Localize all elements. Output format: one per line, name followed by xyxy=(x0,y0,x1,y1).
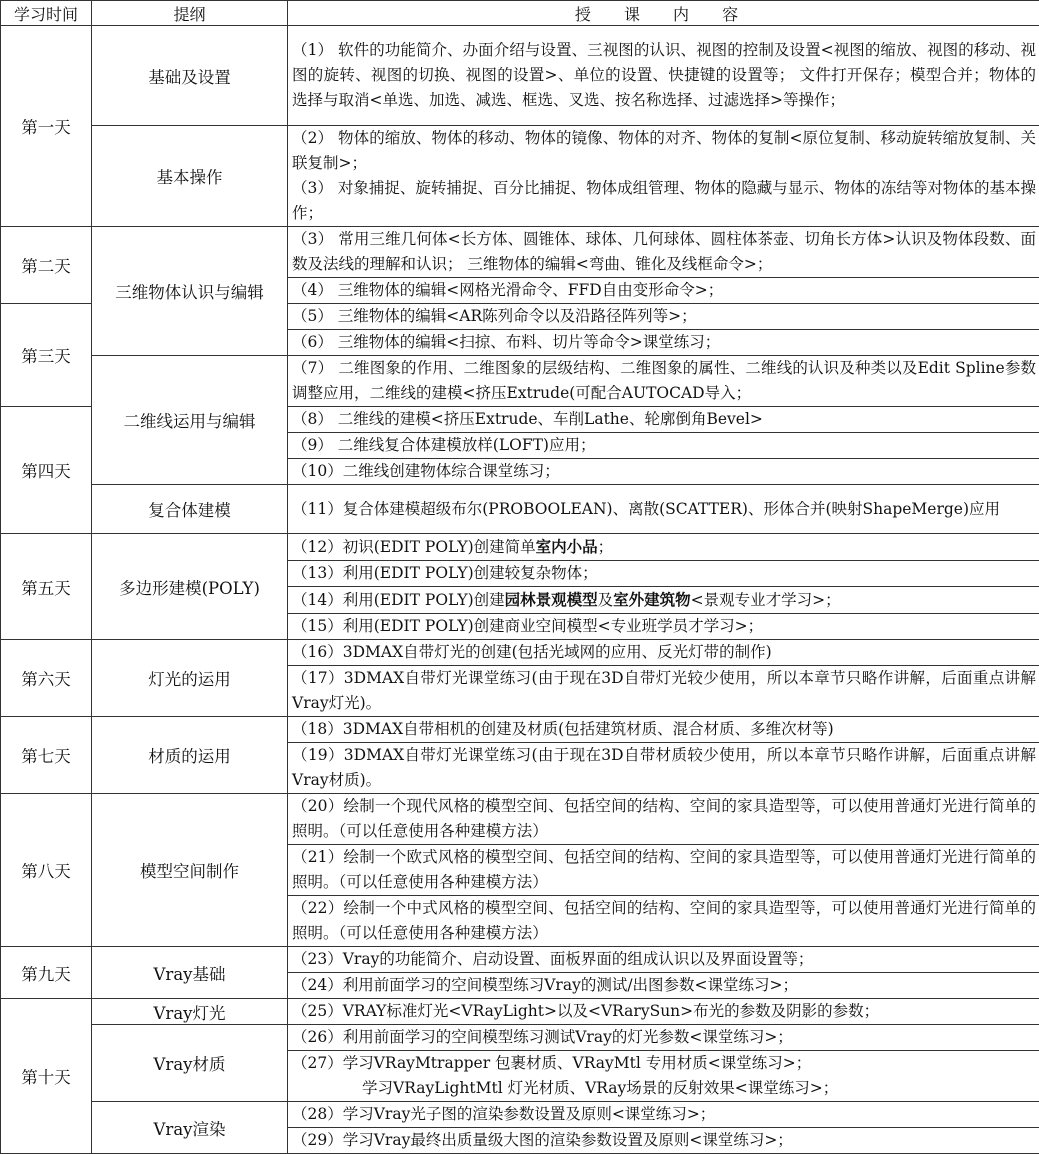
content-text: （28）学习Vray光子图的渲染参数设置及原则<课堂练习>； xyxy=(292,1105,715,1123)
content-cell xyxy=(288,947,1039,973)
content-text: （9） 二维线复合体建模放样(LOFT)应用； xyxy=(292,436,595,454)
content-text: （18）3DMAX自带相机的创建及材质(包括建筑材质、混合材质、多维次材等) xyxy=(292,720,834,738)
content-text: （7） 二维图象的作用、二维图象的层级结构、二维图象的属性、二维线的认识及种类以及Edit Spline参数调整应用，二维线的建模<挤压Extrude(可配合AUTOCAD导入； xyxy=(292,359,1036,402)
content-text: （15）利用(EDIT POLY)创建商业空间模型<专业班学员才学习>； xyxy=(292,617,763,635)
table-row xyxy=(1,640,1039,666)
day-cell: 第七天 xyxy=(1,717,92,794)
content-cell xyxy=(288,999,1039,1025)
topic-cell: Vray基础 xyxy=(92,947,288,999)
content-cell xyxy=(288,743,1039,794)
content-text: （20）绘制一个现代风格的模型空间、包括空间的结构、空间的家具造型等，可以使用普通灯光进行简单的照明。（可以任意使用各种建模方法） xyxy=(292,797,1036,840)
content-text: （17）3DMAX自带灯光课堂练习(由于现在3D自带灯光较少使用，所以本章节只略作讲解，后面重点讲解Vray灯光)。 xyxy=(292,669,1036,712)
content-text: （10）二维线创建物体综合课堂练习； xyxy=(292,462,560,480)
content-text: （21）绘制一个欧式风格的模型空间、包括空间的结构、空间的家具造型等，可以使用普通灯光进行简单的照明。（可以任意使用各种建模方法） xyxy=(292,848,1036,891)
day-cell: 第十天 xyxy=(1,999,92,1154)
content-text: （6） 三维物体的编辑<扫掠、布料、切片等命令>课堂练习； xyxy=(292,333,720,351)
topic-cell: 三维物体认识与编辑 xyxy=(92,227,288,356)
content-text: （5） 三维物体的编辑<AR陈列命令以及沿路径阵列等>； xyxy=(292,307,697,325)
table-row xyxy=(1,1025,1039,1051)
day-cell: 第五天 xyxy=(1,534,92,640)
content-text: （11）复合体建模超级布尔(PROBOOLEAN)、离散(SCATTER)、形体合并(映射ShapeMerge)应用 xyxy=(292,500,1000,518)
content-text-bold: 园林景观模型 xyxy=(505,590,598,609)
table-row xyxy=(1,126,1039,227)
day-cell: 第三天 xyxy=(1,304,92,407)
content-cell xyxy=(288,561,1039,587)
content-cell xyxy=(288,1128,1039,1154)
topic-cell: 基础及设置 xyxy=(92,26,288,126)
header-study-time: 学习时间 xyxy=(1,1,92,26)
day-cell: 第八天 xyxy=(1,794,92,947)
content-cell xyxy=(288,896,1039,947)
content-cell xyxy=(288,717,1039,743)
topic-cell: 材质的运用 xyxy=(92,717,288,794)
content-cell xyxy=(288,304,1039,330)
content-cell xyxy=(288,1102,1039,1128)
header-row xyxy=(1,1,1039,26)
content-text: （4） 三维物体的编辑<网格光滑命令、FFD自由变形命令>； xyxy=(292,281,723,299)
content-text: （29）学习Vray最终出质量级大图的渲染参数设置及原则<课堂练习>； xyxy=(292,1131,793,1149)
content-cell xyxy=(288,666,1039,717)
content-cell xyxy=(288,227,1039,278)
content-text: （24）利用前面学习的空间模型练习Vray的测试/出图参数<课堂练习>； xyxy=(292,976,798,994)
topic-cell: 模型空间制作 xyxy=(92,794,288,947)
content-cell xyxy=(288,126,1039,227)
content-cell xyxy=(288,614,1039,640)
table-row xyxy=(1,26,1039,126)
content-text: （12）初识(EDIT POLY)创建简单 xyxy=(292,538,536,556)
content-text: （1） 软件的功能简介、办面介绍与设置、三视图的认识、视图的控制及设置<视图的缩放、视图的移动、视图的旋转、视图的切换、视图的设置>、单位的设置、快捷键的设置等； 文件打开保存；模型合并；物体的选择与取消<单选、加选、减选、框选、叉选、按名称选择、过滤选择>等操作； xyxy=(292,41,1036,109)
table-row xyxy=(1,1102,1039,1128)
day-cell: 第四天 xyxy=(1,407,92,534)
topic-cell: 基本操作 xyxy=(92,126,288,227)
day-cell: 第六天 xyxy=(1,640,92,717)
topic-cell: 复合体建模 xyxy=(92,485,288,534)
content-cell xyxy=(288,407,1039,433)
day-cell: 第二天 xyxy=(1,227,92,304)
content-cell xyxy=(288,278,1039,304)
content-text: （13）利用(EDIT POLY)创建较复杂物体； xyxy=(292,564,598,582)
day-cell: 第一天 xyxy=(1,26,92,227)
content-text: （25）VRAY标准灯光<VRayLight>以及<VRarySun>布光的参数及阴影的参数； xyxy=(292,1002,879,1020)
header-content: 授 课 内 容 xyxy=(288,1,1039,26)
content-cell xyxy=(288,845,1039,896)
content-text: （16）3DMAX自带灯光的创建(包括光域网的应用、反光灯带的制作) xyxy=(292,643,772,661)
content-text: （22）绘制一个中式风格的模型空间、包括空间的结构、空间的家具造型等，可以使用普通灯光进行简单的照明。（可以任意使用各种建模方法） xyxy=(292,899,1036,942)
content-text-bold: 室内小品 xyxy=(536,537,598,556)
content-text: （19）3DMAX自带灯光课堂练习(由于现在3D自带材质较少使用，所以本章节只略作讲解，后面重点讲解Vray材质)。 xyxy=(292,746,1036,789)
content-text: （23）Vray的功能简介、启动设置、面板界面的组成认识以及界面设置等； xyxy=(292,950,813,968)
content-text: （8） 二维线的建模<挤压Extrude、车削Lathe、轮廓倒角Bevel> xyxy=(292,410,763,428)
topic-cell: Vray灯光 xyxy=(92,999,288,1025)
content-text: （2） 物体的缩放、物体的移动、物体的镜像、物体的对齐、物体的复制<原位复制、移动旋转缩放复制、关联复制>； （3） 对象捕捉、旋转捕捉、百分比捕捉、物体成组管理、物体的隐藏与显示、物体的冻结等对物体的基本操作； xyxy=(292,129,1036,222)
table-row xyxy=(1,356,1039,407)
content-cell xyxy=(288,26,1039,126)
content-cell xyxy=(288,794,1039,845)
content-cell xyxy=(288,973,1039,999)
topic-cell: 灯光的运用 xyxy=(92,640,288,717)
table-row xyxy=(1,794,1039,845)
content-text: （26）利用前面学习的空间模型练习测试Vray的灯光参数<课堂练习>； xyxy=(292,1028,793,1046)
content-text-bold: 室外建筑物 xyxy=(613,590,691,609)
table-row xyxy=(1,485,1039,534)
content-cell xyxy=(288,356,1039,407)
topic-cell: 多边形建模(POLY) xyxy=(92,534,288,640)
content-text: <景观专业才学习>； xyxy=(691,591,841,609)
table-row xyxy=(1,999,1039,1025)
content-text: （3） 常用三维几何体<长方体、圆锥体、球体、几何球体、圆柱体茶壶、切角长方体>认识及物体段数、面数及法线的理解和认识； 三维物体的编辑<弯曲、锥化及线框命令>； xyxy=(292,230,1036,273)
content-cell xyxy=(288,1025,1039,1051)
content-text: ； xyxy=(598,538,614,556)
content-text: 学习VRayLightMtl 灯光材质、VRay场景的反射效果<课堂练习>； xyxy=(292,1076,1036,1101)
topic-cell: Vray材质 xyxy=(92,1025,288,1102)
content-cell xyxy=(288,433,1039,459)
content-cell xyxy=(288,587,1039,614)
table-row xyxy=(1,947,1039,973)
table-row xyxy=(1,227,1039,278)
syllabus-body xyxy=(1,26,1039,1154)
content-cell xyxy=(288,485,1039,534)
content-cell xyxy=(288,640,1039,666)
content-text: （27）学习VRayMtrapper 包裹材质、VRayMtl 专用材质<课堂练习>； xyxy=(292,1054,811,1072)
table-row xyxy=(1,717,1039,743)
content-text: 及 xyxy=(598,591,614,609)
content-cell xyxy=(288,534,1039,561)
content-cell xyxy=(288,1051,1039,1102)
content-cell xyxy=(288,330,1039,356)
day-cell: 第九天 xyxy=(1,947,92,999)
header-outline: 提纲 xyxy=(92,1,288,26)
content-text: （14）利用(EDIT POLY)创建 xyxy=(292,591,505,609)
table-row xyxy=(1,534,1039,561)
content-cell xyxy=(288,459,1039,485)
topic-cell: Vray渲染 xyxy=(92,1102,288,1154)
topic-cell: 二维线运用与编辑 xyxy=(92,356,288,485)
